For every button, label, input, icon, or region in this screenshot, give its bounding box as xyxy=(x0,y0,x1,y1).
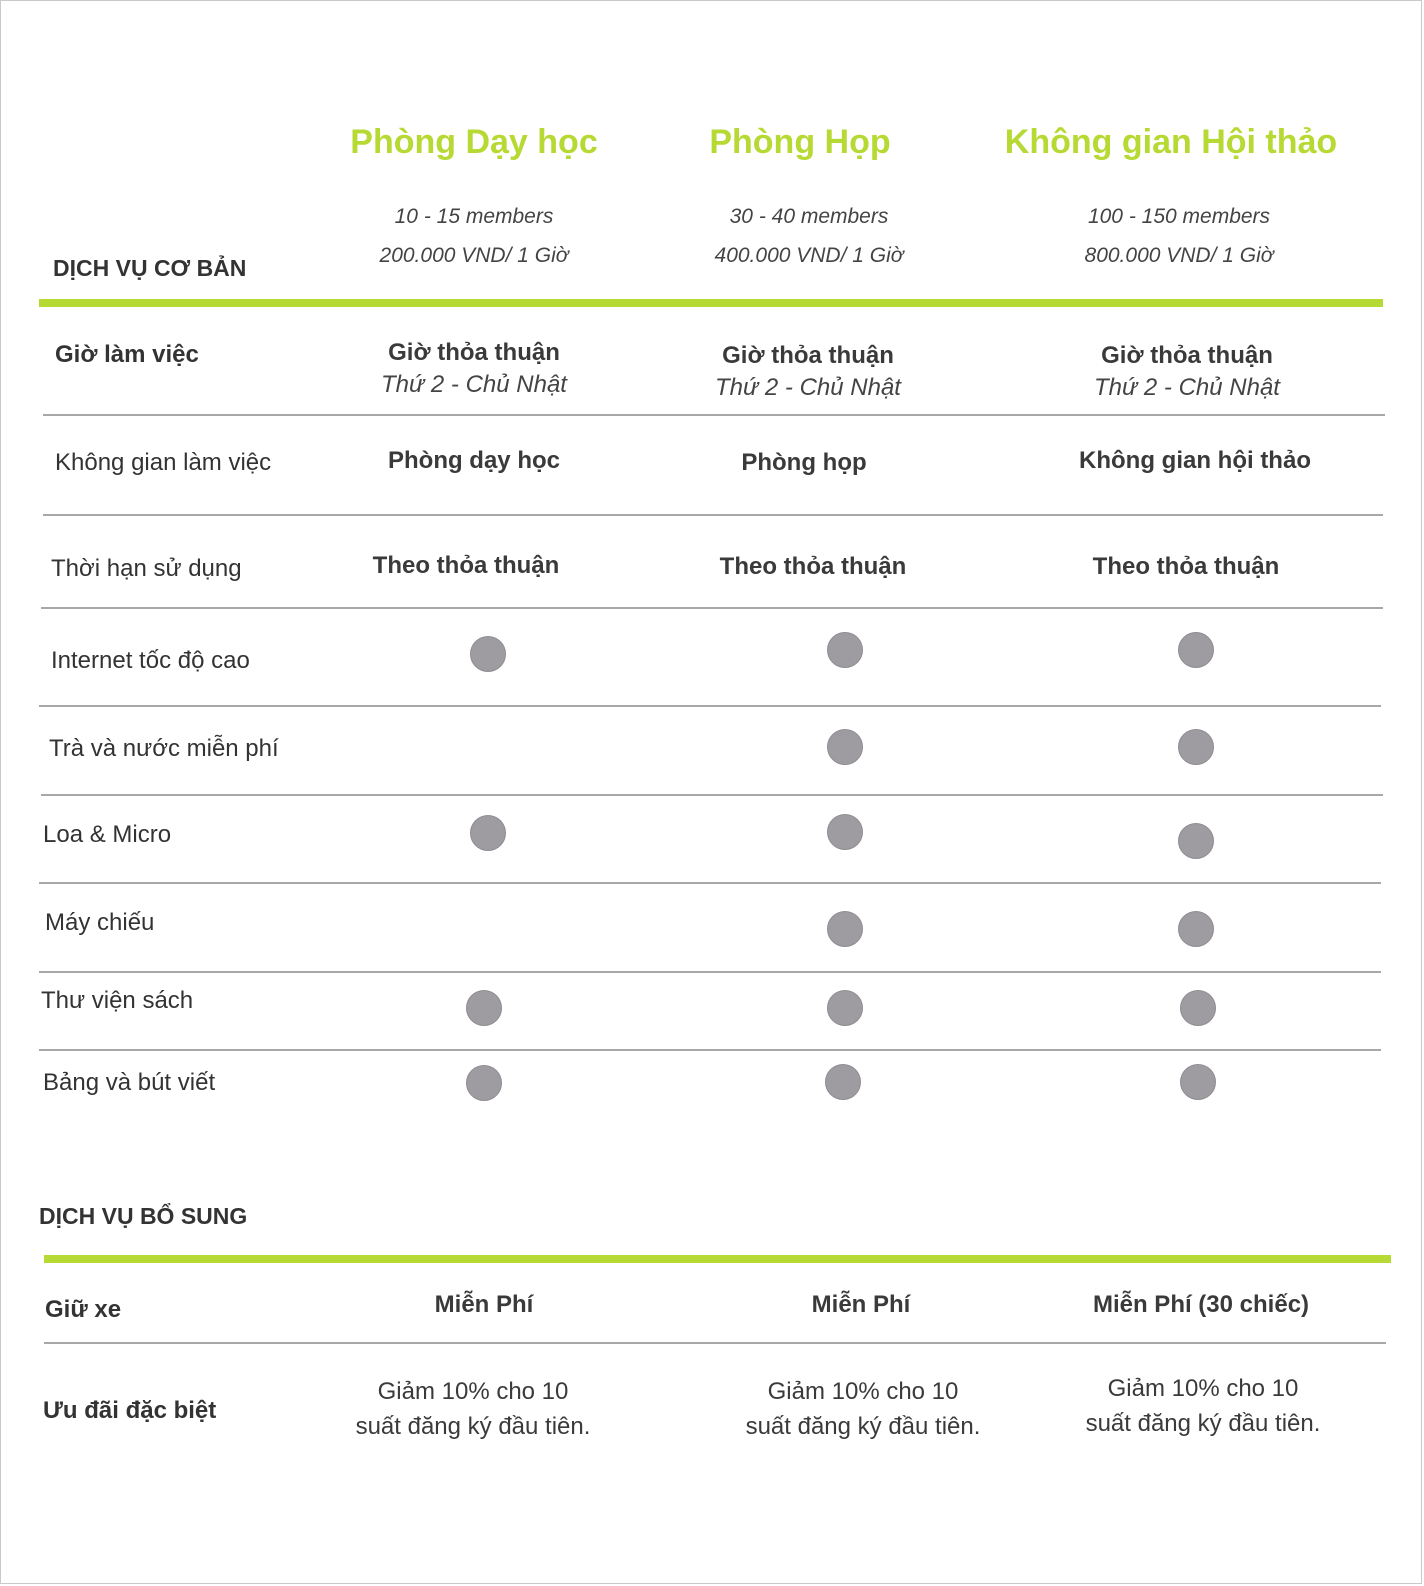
hours-value: Giờ thỏa thuận xyxy=(722,342,894,369)
plan-members: 100 - 150 members xyxy=(1087,205,1271,228)
plan-members: 10 - 15 members xyxy=(394,205,554,228)
included-dot xyxy=(1178,823,1214,859)
hours-days: Thứ 2 - Chủ Nhật xyxy=(1094,374,1280,401)
offer-value xyxy=(313,1374,633,1444)
feature-label: Loa & Micro xyxy=(43,821,172,848)
extra-services-heading: DỊCH VỤ BỔ SUNG xyxy=(39,1203,248,1229)
included-dot xyxy=(827,911,863,947)
included-dot xyxy=(827,632,863,668)
feature-label: Máy chiếu xyxy=(45,909,155,936)
included-dot xyxy=(1180,990,1216,1026)
plan-title-conference-space: Không gian Hội thảo xyxy=(1004,123,1338,161)
plan-title-meeting-room: Phòng Họp xyxy=(709,123,891,161)
feature-label: Trà và nước miễn phí xyxy=(49,735,279,762)
offer-line: suất đăng ký đầu tiên. xyxy=(1085,1410,1321,1437)
hours-cell xyxy=(1027,342,1347,402)
workspace-value: Không gian hội thảo xyxy=(1079,447,1311,474)
offer-line: Giảm 10% cho 10 xyxy=(767,1378,959,1405)
feature-label: Thư viện sách xyxy=(41,987,194,1014)
row-divider xyxy=(39,705,1381,707)
parking-value: Miễn Phí (30 chiếc) xyxy=(1092,1291,1310,1318)
offer-line: Giảm 10% cho 10 xyxy=(377,1378,569,1405)
included-dot xyxy=(466,990,502,1026)
row-label-parking: Giữ xe xyxy=(45,1296,122,1323)
included-dot xyxy=(1180,1064,1216,1100)
duration-value: Theo thỏa thuận xyxy=(372,552,560,579)
hours-days: Thứ 2 - Chủ Nhật xyxy=(715,374,901,401)
hours-value: Giờ thỏa thuận xyxy=(1101,342,1273,369)
row-divider xyxy=(43,414,1385,416)
row-divider xyxy=(39,1049,1381,1051)
row-divider xyxy=(39,882,1381,884)
row-divider xyxy=(43,514,1383,516)
row-divider xyxy=(41,794,1383,796)
workspace-value: Phòng dạy học xyxy=(387,447,560,474)
basic-services-heading: DỊCH VỤ CƠ BẢN xyxy=(53,255,247,281)
included-dot xyxy=(466,1065,502,1101)
plan-price: 800.000 VND/ 1 Giờ xyxy=(1084,244,1274,267)
offer-value xyxy=(1043,1371,1363,1441)
row-label-duration: Thời hạn sử dụng xyxy=(51,555,242,582)
duration-value: Theo thỏa thuận xyxy=(1092,553,1280,580)
hours-cell xyxy=(648,342,968,402)
offer-line: suất đăng ký đầu tiên. xyxy=(355,1413,591,1440)
feature-label: Bảng và bút viết xyxy=(43,1069,216,1096)
workspace-value: Phòng họp xyxy=(741,449,867,476)
section-divider xyxy=(39,299,1383,307)
hours-value: Giờ thỏa thuận xyxy=(388,339,560,366)
section-divider xyxy=(44,1255,1391,1263)
included-dot xyxy=(825,1064,861,1100)
row-label-offer: Ưu đãi đặc biệt xyxy=(43,1397,217,1424)
included-dot xyxy=(1178,632,1214,668)
hours-days: Thứ 2 - Chủ Nhật xyxy=(381,371,567,398)
included-dot xyxy=(827,729,863,765)
included-dot xyxy=(1178,911,1214,947)
included-dot xyxy=(1178,729,1214,765)
plan-members: 30 - 40 members xyxy=(729,205,889,228)
included-dot xyxy=(470,636,506,672)
feature-label: Internet tốc độ cao xyxy=(51,647,250,674)
offer-line: Giảm 10% cho 10 xyxy=(1107,1375,1299,1402)
included-dot xyxy=(827,814,863,850)
offer-value xyxy=(703,1374,1023,1444)
row-divider xyxy=(44,1342,1386,1344)
offer-line: suất đăng ký đầu tiên. xyxy=(745,1413,981,1440)
plan-price: 200.000 VND/ 1 Giờ xyxy=(379,244,569,267)
row-label-workspace: Không gian làm việc xyxy=(55,449,272,476)
row-divider xyxy=(41,607,1383,609)
plan-price: 400.000 VND/ 1 Giờ xyxy=(714,244,904,267)
row-label-hours: Giờ làm việc xyxy=(55,341,199,368)
duration-value: Theo thỏa thuận xyxy=(719,553,907,580)
hours-cell xyxy=(314,339,634,399)
row-divider xyxy=(39,971,1381,973)
parking-value: Miễn Phí xyxy=(434,1291,534,1318)
plan-title-teaching-room: Phòng Dạy học xyxy=(350,123,598,161)
parking-value: Miễn Phí xyxy=(811,1291,911,1318)
included-dot xyxy=(827,990,863,1026)
included-dot xyxy=(470,815,506,851)
